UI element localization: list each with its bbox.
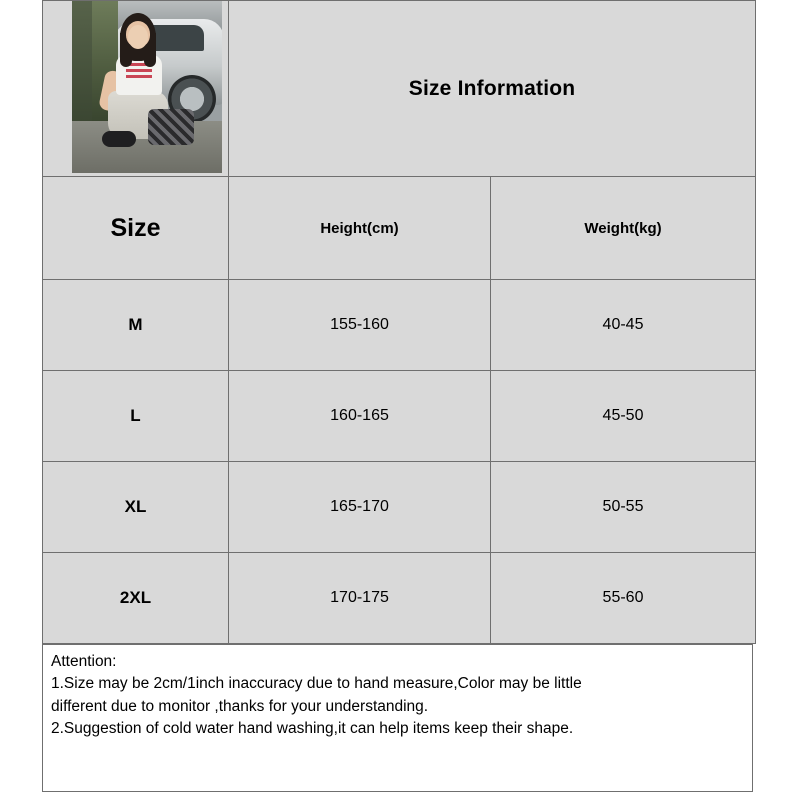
- cell-weight: 55-60: [491, 553, 756, 644]
- attention-heading: Attention:: [51, 653, 117, 670]
- cell-size: XL: [43, 462, 229, 553]
- cell-height: 160-165: [229, 371, 491, 462]
- attention-line-3: 2.Suggestion of cold water hand washing,it can help items keep their shape.: [51, 720, 574, 738]
- attention-line-1: 1.Size may be 2cm/1inch inaccuracy due to hand measure,Color may be little: [51, 675, 582, 693]
- product-photo-cell: [43, 1, 229, 177]
- column-header-size: Size: [43, 177, 229, 280]
- cell-height: 155-160: [229, 280, 491, 371]
- cell-weight: 45-50: [491, 371, 756, 462]
- cell-weight: 50-55: [491, 462, 756, 553]
- table-row: [43, 462, 756, 553]
- column-header-height: Height(cm): [229, 177, 491, 280]
- attention-note: [42, 644, 753, 792]
- cell-size: L: [43, 371, 229, 462]
- column-header-row: [43, 177, 756, 280]
- cell-height: 165-170: [229, 462, 491, 553]
- cell-height: 170-175: [229, 553, 491, 644]
- size-information-table: [42, 0, 756, 644]
- attention-line-2: different due to monitor ,thanks for your understanding.: [51, 697, 429, 715]
- page-title: Size Information: [229, 1, 756, 177]
- cell-size: M: [43, 280, 229, 371]
- cell-size: 2XL: [43, 553, 229, 644]
- table-row: [43, 553, 756, 644]
- column-header-weight: Weight(kg): [491, 177, 756, 280]
- table-row: [43, 280, 756, 371]
- cell-weight: 40-45: [491, 280, 756, 371]
- model-photo: [72, 1, 222, 173]
- table-row: [43, 371, 756, 462]
- table-header-row: [43, 1, 756, 177]
